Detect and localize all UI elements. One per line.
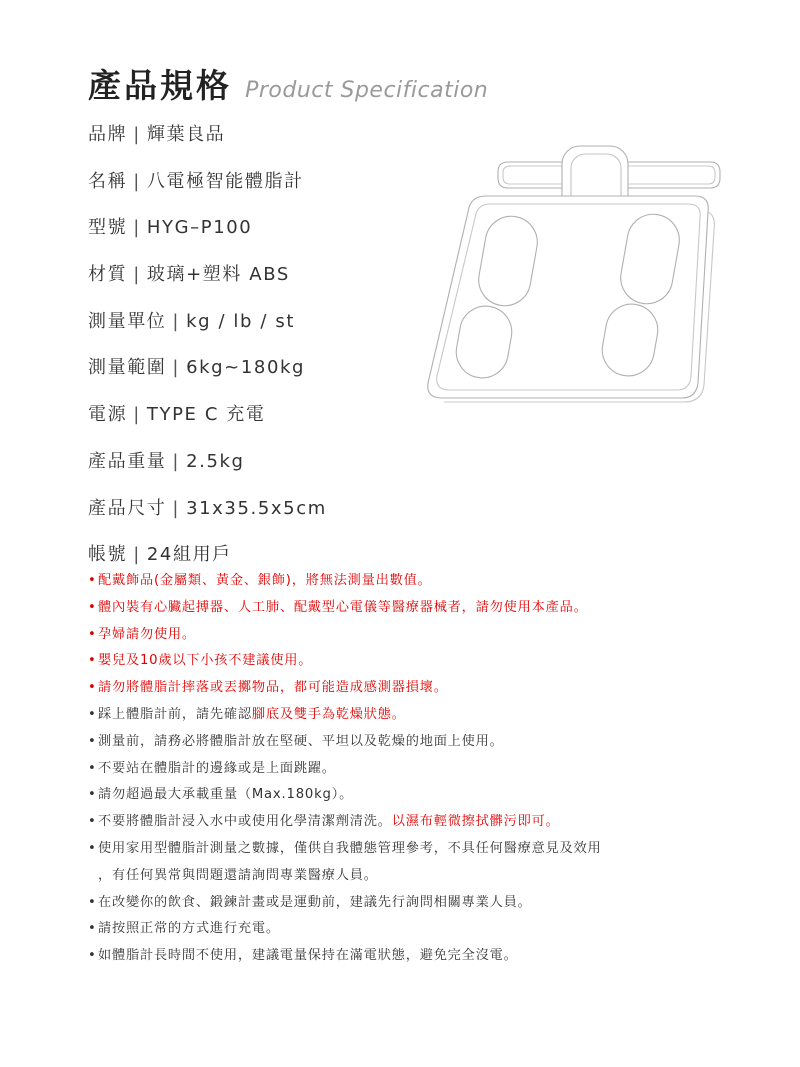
spec-label: 產品尺寸 bbox=[88, 497, 167, 519]
note-bullet: • bbox=[88, 840, 97, 856]
spec-value: 玻璃+塑料 ABS bbox=[146, 264, 290, 286]
spec-row bbox=[88, 349, 327, 387]
note-text: 踩上體脂計前，請先確認 bbox=[98, 706, 252, 722]
spec-label: 名稱 bbox=[88, 170, 128, 192]
spec-row bbox=[88, 209, 327, 247]
spec-separator: | bbox=[133, 217, 141, 239]
note-text: 配戴飾品(金屬類、黃金、銀飾)，將無法測量出數值。 bbox=[98, 573, 432, 588]
spec-value: 31x35.5x5cm bbox=[186, 497, 327, 519]
page-title bbox=[88, 60, 488, 107]
note-bullet: • bbox=[88, 814, 97, 830]
spec-row bbox=[88, 163, 327, 201]
spec-separator: | bbox=[172, 357, 181, 379]
spec-separator: | bbox=[133, 264, 141, 286]
spec-value: kg / lb / st bbox=[186, 310, 296, 332]
note-bullet: • bbox=[88, 921, 97, 937]
spec-row bbox=[88, 303, 327, 341]
spec-row bbox=[88, 116, 327, 154]
spec-row bbox=[88, 490, 327, 528]
spec-list bbox=[88, 116, 327, 583]
spec-label: 測量範圍 bbox=[88, 357, 167, 379]
note-bullet: • bbox=[88, 948, 97, 964]
spec-value: HYG–P100 bbox=[146, 217, 253, 239]
note-bullet: • bbox=[88, 787, 97, 803]
title-chinese: 產品規格 bbox=[88, 66, 232, 105]
note-text: 不要將體脂計浸入水中或使用化學清潔劑清洗。 bbox=[98, 814, 392, 830]
note-bullet: • bbox=[88, 680, 97, 696]
spec-value: 八電極智能體脂計 bbox=[146, 170, 304, 192]
note-item bbox=[88, 648, 728, 675]
note-item bbox=[88, 836, 728, 863]
note-item bbox=[88, 622, 728, 649]
note-bullet: • bbox=[88, 573, 97, 588]
spec-row bbox=[88, 256, 327, 294]
note-text: 使用家用型體脂計測量之數據，僅供自我體態管理參考，不具任何醫療意見及效用 bbox=[98, 840, 602, 856]
notes-list bbox=[88, 568, 728, 970]
note-bullet: • bbox=[88, 894, 97, 910]
spec-value: 6kg~180kg bbox=[186, 357, 306, 379]
note-text: 孕婦請勿使用。 bbox=[98, 626, 196, 642]
note-text: 如體脂計長時間不使用，建議電量保持在滿電狀態，避免完全沒電。 bbox=[98, 948, 518, 964]
spec-separator: | bbox=[133, 170, 141, 192]
note-text: 不要站在體脂計的邊緣或是上面跳躍。 bbox=[98, 760, 336, 776]
note-bullet: • bbox=[88, 599, 97, 615]
note-highlight: 以濕布輕微擦拭髒污即可。 bbox=[391, 814, 560, 830]
spec-label: 材質 bbox=[88, 264, 128, 286]
note-bullet: • bbox=[88, 653, 97, 669]
note-item bbox=[88, 729, 728, 756]
spec-separator: | bbox=[133, 544, 141, 566]
spec-label: 產品重量 bbox=[88, 450, 167, 472]
note-text: 請勿將體脂計摔落或丟擲物品，都可能造成感測器損壞。 bbox=[98, 680, 448, 696]
note-text: 體內裝有心臟起搏器、人工肺、配戴型心電儀等醫療器械者，請勿使用本產品。 bbox=[98, 599, 588, 615]
note-text: 測量前，請務必將體脂計放在堅硬、平坦以及乾燥的地面上使用。 bbox=[98, 733, 504, 749]
spec-row bbox=[88, 396, 327, 434]
note-item bbox=[88, 863, 728, 890]
note-bullet: • bbox=[88, 760, 97, 776]
title-english: Product Specification bbox=[245, 78, 489, 103]
note-text: 嬰兒及10歲以下小孩不建議使用。 bbox=[98, 653, 313, 669]
spec-value: 24組用戶 bbox=[146, 544, 232, 566]
note-item bbox=[88, 809, 728, 836]
note-bullet: • bbox=[88, 733, 97, 749]
body-fat-scale-illustration bbox=[420, 140, 730, 410]
note-item bbox=[88, 702, 728, 729]
note-text: ，有任何異常與問題還請詢問專業醫療人員。 bbox=[98, 867, 378, 883]
spec-value: 2.5kg bbox=[186, 450, 245, 472]
spec-separator: | bbox=[172, 497, 181, 519]
note-item bbox=[88, 782, 728, 809]
note-text: 請按照正常的方式進行充電。 bbox=[98, 921, 280, 937]
spec-separator: | bbox=[133, 404, 141, 426]
spec-value: TYPE C 充電 bbox=[146, 404, 266, 426]
spec-label: 型號 bbox=[88, 217, 128, 239]
spec-separator: | bbox=[172, 310, 181, 332]
spec-value: 輝葉良品 bbox=[146, 124, 226, 145]
note-item bbox=[88, 595, 728, 622]
note-highlight: 腳底及雙手為乾燥狀態。 bbox=[251, 706, 406, 722]
note-text: 在改變你的飲食、鍛鍊計畫或是運動前，建議先行詢問相關專業人員。 bbox=[98, 894, 532, 910]
note-bullet: • bbox=[88, 706, 97, 722]
spec-row bbox=[88, 443, 327, 481]
spec-label: 電源 bbox=[88, 404, 128, 426]
note-item bbox=[88, 890, 728, 917]
note-item bbox=[88, 943, 728, 970]
note-bullet: • bbox=[88, 626, 97, 642]
note-item bbox=[88, 756, 728, 783]
spec-separator: | bbox=[133, 124, 141, 145]
note-item bbox=[88, 568, 728, 595]
spec-label: 品牌 bbox=[88, 124, 128, 145]
note-text: 請勿超過最大承載重量（Max.180kg）。 bbox=[98, 787, 354, 803]
spec-separator: | bbox=[172, 450, 181, 472]
scale-platform bbox=[428, 196, 708, 398]
note-item bbox=[88, 916, 728, 943]
note-item bbox=[88, 675, 728, 702]
spec-label: 測量單位 bbox=[88, 310, 167, 332]
spec-label: 帳號 bbox=[88, 544, 128, 566]
